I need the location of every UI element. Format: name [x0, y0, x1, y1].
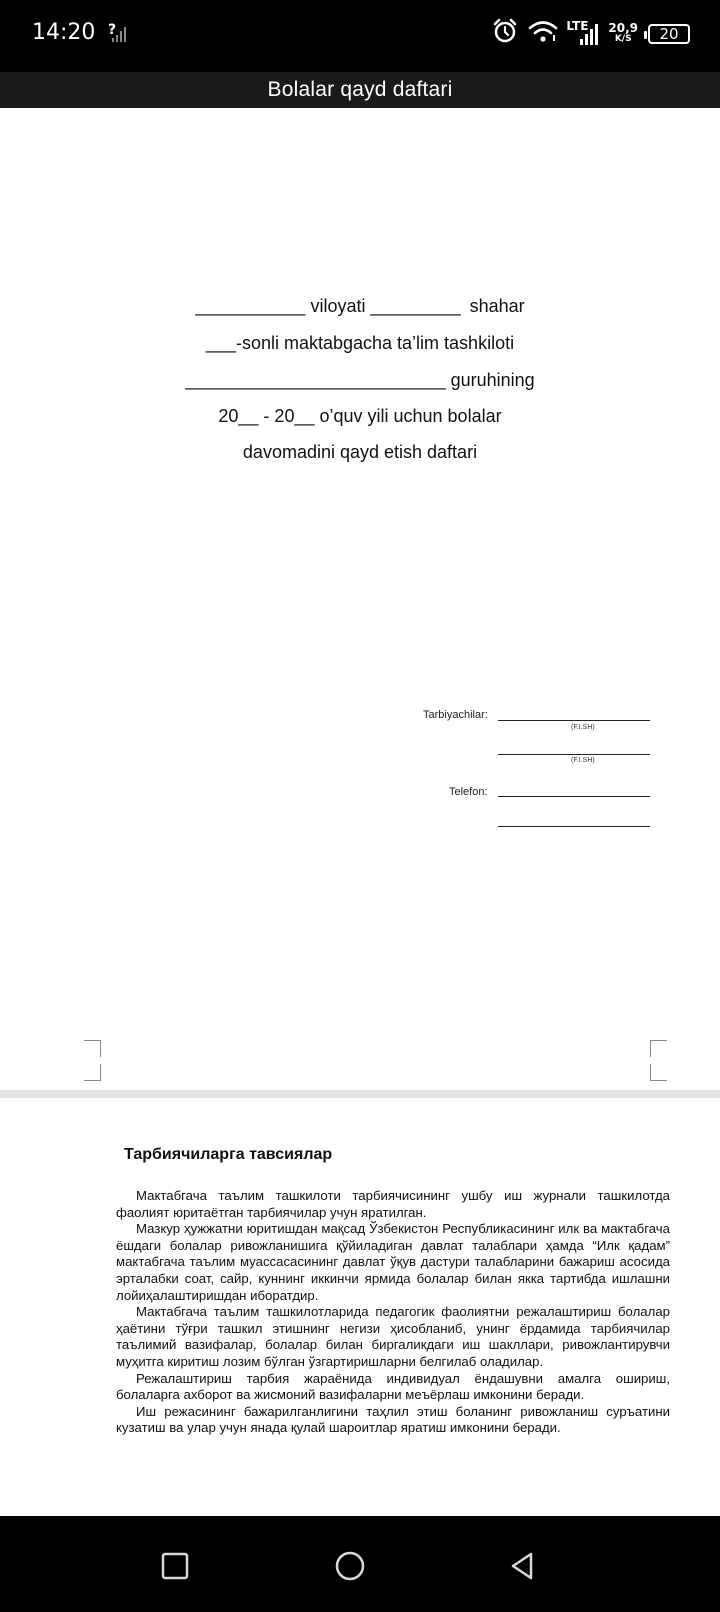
cover-line-title: davomadini qayd etish daftari — [242, 442, 478, 462]
network-speed-unit: K/S — [614, 33, 632, 44]
home-button[interactable] — [330, 1546, 370, 1586]
fish-caption-2: (F.I.SH) — [571, 757, 595, 764]
fish-caption-1: (F.I.SH) — [571, 724, 595, 731]
wifi-icon — [528, 19, 558, 48]
cover-word-guruhining: guruhining — [450, 370, 535, 390]
navigation-bar — [0, 1516, 720, 1612]
recommendations-paragraph: Мактабгача таълим ташкилотларида педагогик фаолиятни режалаштириш болалар ҳаётини тўғри ташкил этишнинг негизи ҳисобланиб, унинг ёрдамида тарбиячилар таълимий вазифалар, болалар билан биргаликдаги иш шакллари, ривожлантирувчи муҳитга киритиш лозим бўлган ўзгартиришларни белгилаб оладилар. — [116, 1304, 670, 1369]
educator-2-line — [498, 754, 650, 755]
square-icon — [160, 1551, 190, 1581]
recommendations-paragraph: Мазкур ҳужжатни юритишдан мақсад Ўзбекистон Республикасининг илк ва мактабгача ёшдаги болалар ривожланишига қўйиладиган давлат талаблари ҳамда “Илк қадам” мактабгача таълим муассасасининг давлат ўқув дастури талабларини бажариш асосида эрталабки соат, сайр, куннинг иккинчи ярмида болалар билан якка тартибда ишлашни лойиҳалаштиришдан иборатдир. — [116, 1221, 670, 1303]
phone-2-line — [498, 826, 650, 827]
lte-label: LTE — [566, 18, 589, 33]
signal-no-sim-icon — [108, 20, 130, 49]
alarm-clock-icon — [492, 18, 518, 49]
phone-1-line — [498, 796, 650, 797]
recommendations-paragraph: Мактабгача таълим ташкилоти тарбиячисининг ушбу иш журнали ташкилотда фаолият юритаётган тарбиячилар учун яратилган. — [116, 1188, 670, 1220]
cover-line-group — [0, 370, 720, 391]
status-bar — [0, 0, 720, 72]
lte-signal-icon — [566, 18, 598, 47]
crop-mark-icon — [650, 1064, 667, 1081]
educator-1-line — [498, 720, 650, 721]
cover-blank-region: ___________ — [195, 296, 306, 316]
cover-line-region — [0, 296, 720, 317]
network-speed — [608, 20, 638, 45]
cover-line-organization: ___-sonli maktabgacha ta’lim tashkiloti — [205, 333, 515, 353]
cover-blank-group: __________________________ — [185, 370, 446, 390]
circle-icon — [333, 1549, 367, 1583]
status-right-group — [492, 18, 690, 49]
cover-word-shahar: shahar — [469, 296, 525, 316]
document-title: Bolalar qayd daftari — [267, 78, 453, 101]
crop-mark-icon — [84, 1064, 101, 1081]
educators-label: Tarbiyachilar: — [423, 709, 488, 721]
triangle-back-icon — [507, 1550, 537, 1582]
document-title-bar — [0, 72, 720, 108]
recommendations-heading: Тарбиячиларга тавсиялар — [124, 1146, 333, 1163]
recommendations-paragraph: Иш режасининг бажарилганлигини таҳлил этиш боланинг ривожланиш суръатини кузатиш ва улар учун янада қулай шароитлар яратиш имконини беради. — [116, 1403, 670, 1436]
recommendations-body — [116, 1188, 670, 1437]
cover-line-year: 20__ - 20__ o’quv yili uchun bolalar — [218, 406, 502, 426]
back-button[interactable] — [502, 1546, 542, 1586]
crop-mark-icon — [84, 1040, 101, 1057]
battery-icon — [648, 24, 690, 44]
signal-question-mark: ? — [108, 22, 117, 38]
battery-level: 20 — [659, 24, 679, 43]
phone-label: Telefon: — [449, 786, 488, 798]
document-page-1[interactable] — [0, 108, 720, 1090]
network-speed-value: 20,9 — [608, 20, 638, 35]
recents-button[interactable] — [155, 1546, 195, 1586]
status-time: 14:20 — [32, 20, 96, 45]
recommendations-paragraph: Режалаштириш тарбия жараёнида индивидуал ёндашувни амалга ошириш, болаларга ахборот ва жисмоний вазифаларни меъёрлаш имконини беради. — [116, 1370, 670, 1403]
crop-mark-icon — [650, 1040, 667, 1057]
cover-blank-city: _________ — [370, 296, 461, 316]
cover-word-viloyati: viloyati — [310, 296, 366, 316]
page-separator — [0, 1090, 720, 1098]
